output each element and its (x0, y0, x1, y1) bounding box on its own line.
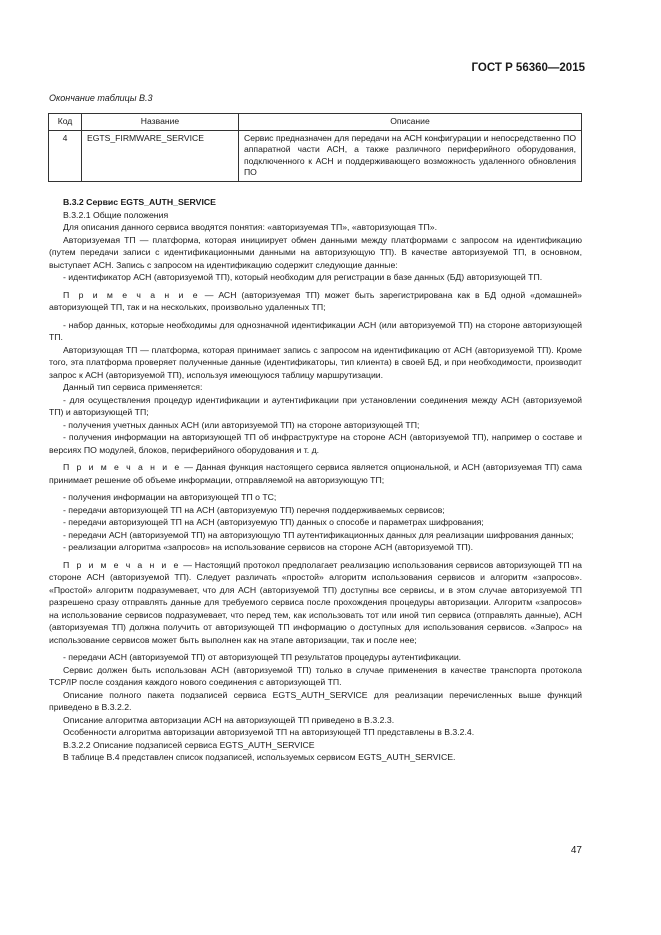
paragraph: - получения учетных данных АСН (или авторизуемой ТП) на стороне авторизующей ТП; (63, 419, 420, 430)
paragraph: - передачи авторизующей ТП на АСН (авторизуемую ТП) перечня поддерживаемых сервисов; (63, 504, 445, 515)
column-header-code: Код (49, 114, 82, 131)
paragraph: Для описания данного сервиса вводятся понятия: «авторизуемая ТП», «авторизующая ТП». (63, 222, 438, 232)
note-text: — Данная функция настоящего сервиса является опциональной, и АСН (авторизуемая ТП) сама принимает решение об объеме информации, отправляемой на авторизующую ТП; (49, 462, 582, 485)
note-paragraph (49, 461, 582, 486)
note-label: П р и м е ч а н и е (63, 289, 200, 300)
cell-code: 4 (49, 130, 82, 181)
services-table (48, 113, 582, 182)
note-paragraph (49, 289, 582, 314)
note-paragraph (49, 559, 582, 647)
note-text: — Настоящий протокол предполагает реализацию использования сервисов авторизующей ТП на стороне АСН (авторизуемой ТП). Следует различать «простой» алгоритм использования сервисов и алгоритм «запросов». «Простой» алгоритм подразумевает, что для АСН (авторизуемой ТП) доступны все сервисы, и в этом случае авторизуемой ТП разрешено сразу отправлять данные для требуемого сервиса после прохождения процедуры авторизации. Алгоритм «запросов» на использование сервисов подразумевает, что перед тем, как использовать тот или иной тип сервиса (отправлять данные), АСН (авторизуемая ТП) должна получить от авторизующей ТП информацию о доступных для использования сервисов. «Запрос» на использование сервисов может быть выполнен как на этапе авторизации, так и после нее; (49, 559, 582, 645)
paragraph: Особенности алгоритма авторизации авторизуемой ТП на авторизующей ТП представлены в В.3.2.4. (63, 727, 475, 737)
paragraph: Описание полного пакета подзаписей сервиса EGTS_AUTH_SERVICE для реализации перечисленных выше функций приведено в В.3.2.2. (49, 689, 582, 712)
table-header-row (49, 114, 582, 131)
subsection-heading: В.3.2.2 Описание подзаписей сервиса EGTS_AUTH_SERVICE (63, 739, 315, 750)
cell-name: EGTS_FIRMWARE_SERVICE (82, 130, 239, 181)
paragraph: - получения информации на авторизующей ТП о ТС; (63, 492, 277, 502)
page-number: 47 (570, 845, 582, 856)
note-label: П р и м е ч а н и е (63, 559, 181, 570)
paragraph: Данный тип сервиса применяется: (63, 382, 203, 392)
note-text: — АСН (авторизуемая ТП) может быть зарегистрирована как в БД одной «домашней» авторизующей ТП, так и на нескольких, произвольно удаленных ТП; (49, 289, 582, 312)
paragraph: Описание алгоритма авторизации АСН на авторизующей ТП приведено в В.3.2.3. (63, 714, 395, 725)
paragraph: - передачи АСН (авторизуемой ТП) на авторизующую ТП аутентификационных данных для реализации шифрования данных; (63, 529, 574, 540)
paragraph: - идентификатор АСН (авторизуемой ТП), который необходим для регистрации в базе данных (БД) авторизующей ТП. (63, 272, 543, 282)
section-heading: В.3.2 Сервис EGTS_AUTH_SERVICE (63, 197, 216, 207)
paragraph: Авторизуемая ТП — платформа, которая инициирует обмен данными между платформами с запросом на идентификацию (путем передачи записи с идентификационными данными на авторизующую ТП). В качестве авторизуемой ТП, в основном, выступает АСН. Запись с запросом на идентификацию содержит следующие данные: (49, 234, 582, 270)
paragraph: - для осуществления процедур идентификации и аутентификации при установлении соединения между АСН (авторизуемой ТП) и авторизующей ТП; (49, 394, 582, 417)
column-header-description: Описание (239, 114, 582, 131)
document-body (49, 196, 582, 764)
paragraph: - реализации алгоритма «запросов» на использование сервисов на стороне АСН (авторизуемой ТП). (63, 542, 474, 552)
table-row (49, 130, 582, 181)
table-caption: Окончание таблицы В.3 (49, 93, 153, 103)
paragraph: - получения информации на авторизующей ТП об инфраструктуре на стороне АСН (авторизуемой ТП), например о составе и версиях ПО модулей, блоков, периферийного оборудования и т. д. (49, 432, 582, 455)
paragraph: - набор данных, которые необходимы для однозначной идентификации АСН (или авторизуемой ТП) на стороне авторизующей ТП. (49, 319, 582, 342)
subsection-heading: В.3.2.1 Общие положения (63, 209, 169, 220)
paragraph: Сервис должен быть использован АСН (авторизуемой ТП) только в случае применения в качестве транспорта протокола TCP/IP после создания каждого нового соединения с авторизующей ТП. (49, 664, 582, 687)
cell-description: Сервис предназначен для передачи на АСН конфигурации и непосредственно ПО аппаратной части АСН, а также различного периферийного оборудования, подключенного к АСН и поддерживающего возможность удаленного обновления ПО (239, 130, 582, 181)
paragraph: - передачи АСН (авторизуемой ТП) от авторизующей ТП результатов процедуры аутентификации. (63, 652, 462, 662)
paragraph: - передачи авторизующей ТП на АСН (авторизуемую ТП) данных о способе и параметрах шифрования; (63, 517, 484, 527)
paragraph: В таблице В.4 представлен список подзаписей, используемых сервисом EGTS_AUTH_SERVICE. (63, 752, 456, 762)
column-header-name: Название (82, 114, 239, 131)
note-label: П р и м е ч а н и е (63, 462, 182, 472)
paragraph: Авторизующая ТП — платформа, которая принимает запись с запросом на идентификацию от АСН (авторизуемой ТП). Кроме того, эта платформа проверяет полученные данные (идентификаторы, тип клиента) в своей БД, и при необходимости, производит запрос к АСН (авторизуемой ТП), используя имеющуюся таблицу маршрутизации. (49, 344, 582, 380)
standard-designation: ГОСТ Р 56360—2015 (471, 62, 585, 74)
